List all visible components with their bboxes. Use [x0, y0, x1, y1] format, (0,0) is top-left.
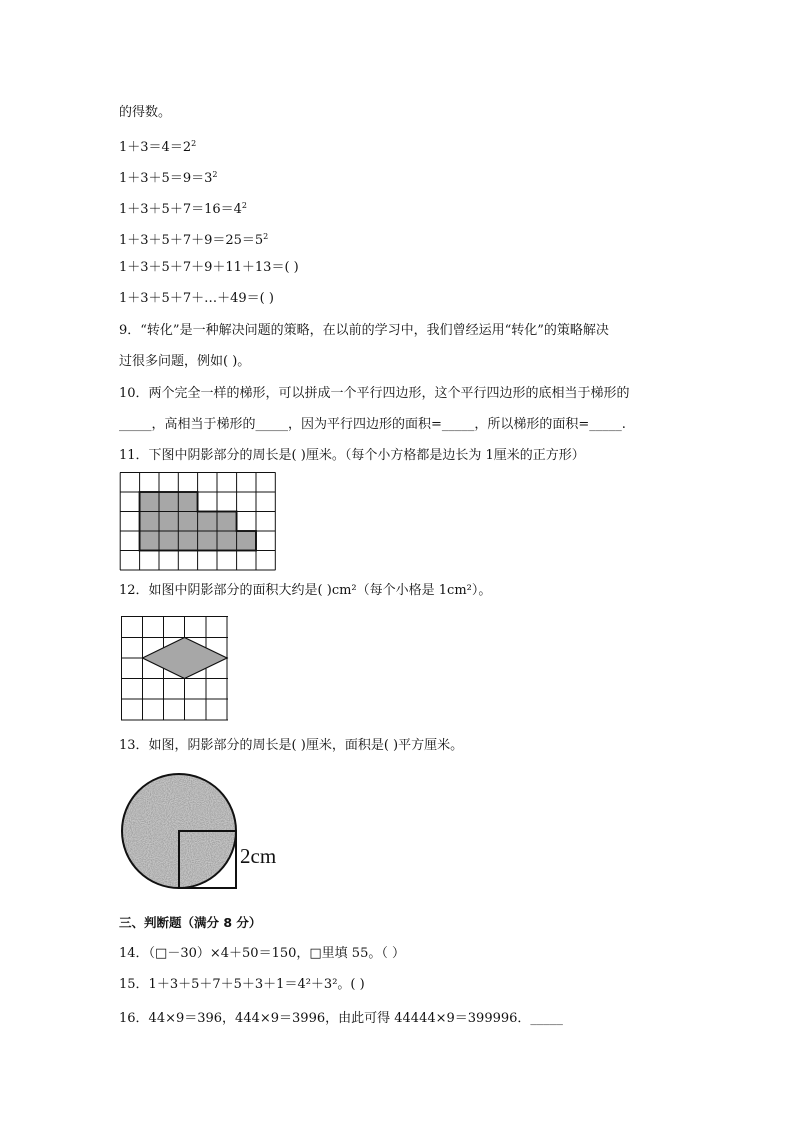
equation-line-1: $1+3=4=2^2$ [119, 139, 197, 155]
equation-line-3: $1+3+5+7=16=4^2$ [119, 201, 247, 217]
section-3-heading: 三、判断题（满分 8 分） [119, 915, 262, 930]
question-10-line-2: _____，高相当于梯形的_____，因为平行四边形的面积=_____，所以梯形的面积=_____. [119, 417, 626, 432]
equation-line-4: $1+3+5+7+9=25=5^2$ [119, 232, 269, 248]
text-line-intro: 的得数。 [119, 105, 172, 120]
equation-line-2: $1+3+5=9=3^2$ [119, 170, 218, 186]
circle-figure-q13 [120, 772, 242, 894]
question-13: 13．如图，阴影部分的周长是( )厘米，面积是( )平方厘米。 [119, 738, 464, 753]
equation-line-6: 1＋3＋5＋7＋…＋49＝( ) [119, 291, 274, 306]
equation-line-5: 1＋3＋5＋7＋9＋11＋13＝( ) [119, 260, 299, 275]
question-16: 16．44×9＝396，444×9＝3996，由此可得 44444×9＝399996．_____ [119, 1011, 563, 1026]
grid-figure-q11 [119, 471, 277, 572]
question-11: 11．下图中阴影部分的周长是( )厘米。（每个小方格都是边长为 1厘米的正方形） [119, 448, 585, 463]
question-12: 12．如图中阴影部分的面积大约是( )cm²（每个小格是 1cm²）。 [119, 583, 492, 598]
shaded-diamond-q12 [143, 638, 228, 679]
question-10-line-1: 10．两个完全一样的梯形，可以拼成一个平行四边形，这个平行四边形的底相当于梯形的 [119, 386, 630, 401]
question-9-line-2: 过很多问题，例如( )。 [119, 354, 251, 369]
question-15: 15．1＋3＋5＋7＋5＋3＋1＝4²＋3²。( ) [119, 977, 365, 992]
question-14: 14．（□－30）×4＋50＝150，□里填 55。（ ） [119, 946, 405, 961]
circle-dimension-label: 2cm [240, 844, 277, 868]
grid-figure-q12 [120, 615, 230, 722]
question-9-line-1: 9．“转化”是一种解决问题的策略，在以前的学习中，我们曾经运用“转化”的策略解决 [119, 323, 609, 338]
